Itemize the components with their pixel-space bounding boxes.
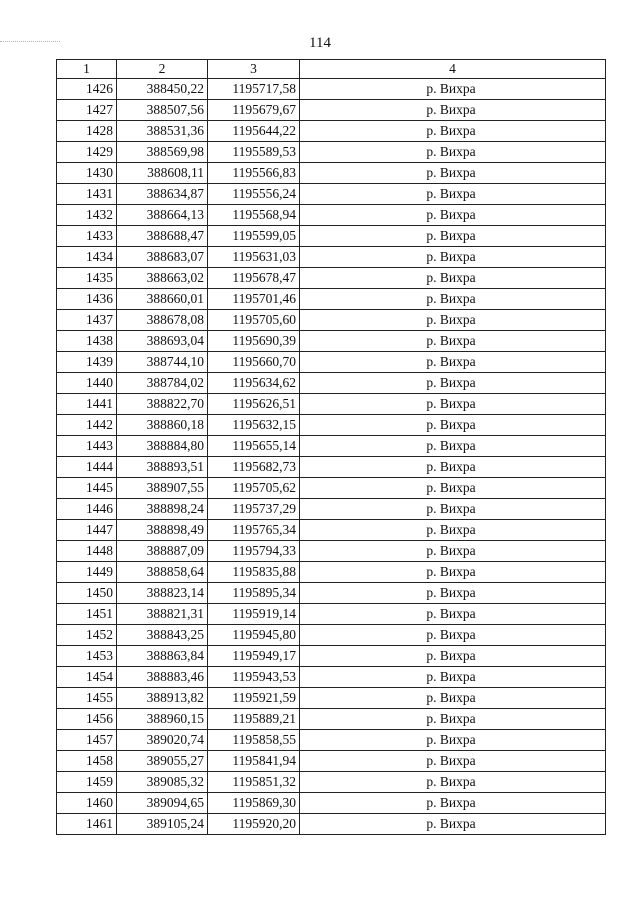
point-number-cell: 1454 xyxy=(57,667,117,688)
y-coordinate-cell: 1195589,53 xyxy=(208,142,300,163)
point-number-cell: 1426 xyxy=(57,79,117,100)
x-coordinate-cell: 388660,01 xyxy=(117,289,208,310)
point-number-cell: 1450 xyxy=(57,583,117,604)
description-cell: р. Вихра xyxy=(300,289,606,310)
table-row xyxy=(57,478,606,499)
description-cell: р. Вихра xyxy=(300,604,606,625)
point-number-cell: 1449 xyxy=(57,562,117,583)
description-cell: р. Вихра xyxy=(300,625,606,646)
y-coordinate-cell: 1195737,29 xyxy=(208,499,300,520)
y-coordinate-cell: 1195794,33 xyxy=(208,541,300,562)
table-row xyxy=(57,79,606,100)
y-coordinate-cell: 1195949,17 xyxy=(208,646,300,667)
table-row xyxy=(57,730,606,751)
x-coordinate-cell: 388822,70 xyxy=(117,394,208,415)
x-coordinate-cell: 388784,02 xyxy=(117,373,208,394)
y-coordinate-cell: 1195841,94 xyxy=(208,751,300,772)
description-cell: р. Вихра xyxy=(300,499,606,520)
x-coordinate-cell: 388608,11 xyxy=(117,163,208,184)
point-number-cell: 1451 xyxy=(57,604,117,625)
x-coordinate-cell: 388884,80 xyxy=(117,436,208,457)
table-row xyxy=(57,331,606,352)
y-coordinate-cell: 1195566,83 xyxy=(208,163,300,184)
point-number-cell: 1438 xyxy=(57,331,117,352)
description-cell: р. Вихра xyxy=(300,688,606,709)
column-header-x: 2 xyxy=(117,60,208,79)
table-body xyxy=(57,79,606,835)
x-coordinate-cell: 389055,27 xyxy=(117,751,208,772)
description-cell: р. Вихра xyxy=(300,415,606,436)
table-row xyxy=(57,247,606,268)
x-coordinate-cell: 388887,09 xyxy=(117,541,208,562)
y-coordinate-cell: 1195705,62 xyxy=(208,478,300,499)
point-number-cell: 1437 xyxy=(57,310,117,331)
y-coordinate-cell: 1195765,34 xyxy=(208,520,300,541)
table-row xyxy=(57,184,606,205)
y-coordinate-cell: 1195660,70 xyxy=(208,352,300,373)
page-number: 114 xyxy=(309,35,331,51)
table-row xyxy=(57,163,606,184)
y-coordinate-cell: 1195679,67 xyxy=(208,100,300,121)
x-coordinate-cell: 388507,56 xyxy=(117,100,208,121)
table-row xyxy=(57,142,606,163)
point-number-cell: 1434 xyxy=(57,247,117,268)
x-coordinate-cell: 388688,47 xyxy=(117,226,208,247)
point-number-cell: 1447 xyxy=(57,520,117,541)
description-cell: р. Вихра xyxy=(300,310,606,331)
description-cell: р. Вихра xyxy=(300,772,606,793)
x-coordinate-cell: 388683,07 xyxy=(117,247,208,268)
y-coordinate-cell: 1195634,62 xyxy=(208,373,300,394)
x-coordinate-cell: 388744,10 xyxy=(117,352,208,373)
description-cell: р. Вихра xyxy=(300,814,606,835)
description-cell: р. Вихра xyxy=(300,520,606,541)
y-coordinate-cell: 1195851,32 xyxy=(208,772,300,793)
point-number-cell: 1433 xyxy=(57,226,117,247)
table-row xyxy=(57,625,606,646)
table-row xyxy=(57,583,606,604)
table-row xyxy=(57,205,606,226)
point-number-cell: 1459 xyxy=(57,772,117,793)
table-row xyxy=(57,100,606,121)
y-coordinate-cell: 1195920,20 xyxy=(208,814,300,835)
description-cell: р. Вихра xyxy=(300,730,606,751)
x-coordinate-cell: 388821,31 xyxy=(117,604,208,625)
y-coordinate-cell: 1195631,03 xyxy=(208,247,300,268)
point-number-cell: 1432 xyxy=(57,205,117,226)
y-coordinate-cell: 1195705,60 xyxy=(208,310,300,331)
table-row xyxy=(57,457,606,478)
table-row xyxy=(57,604,606,625)
description-cell: р. Вихра xyxy=(300,205,606,226)
x-coordinate-cell: 388664,13 xyxy=(117,205,208,226)
y-coordinate-cell: 1195599,05 xyxy=(208,226,300,247)
point-number-cell: 1442 xyxy=(57,415,117,436)
description-cell: р. Вихра xyxy=(300,394,606,415)
description-cell: р. Вихра xyxy=(300,142,606,163)
x-coordinate-cell: 389105,24 xyxy=(117,814,208,835)
x-coordinate-cell: 388823,14 xyxy=(117,583,208,604)
point-number-cell: 1448 xyxy=(57,541,117,562)
y-coordinate-cell: 1195655,14 xyxy=(208,436,300,457)
x-coordinate-cell: 388960,15 xyxy=(117,709,208,730)
y-coordinate-cell: 1195869,30 xyxy=(208,793,300,814)
x-coordinate-cell: 388663,02 xyxy=(117,268,208,289)
table-row xyxy=(57,499,606,520)
y-coordinate-cell: 1195945,80 xyxy=(208,625,300,646)
description-cell: р. Вихра xyxy=(300,79,606,100)
y-coordinate-cell: 1195678,47 xyxy=(208,268,300,289)
y-coordinate-cell: 1195626,51 xyxy=(208,394,300,415)
table-row xyxy=(57,541,606,562)
table-row xyxy=(57,688,606,709)
description-cell: р. Вихра xyxy=(300,163,606,184)
point-number-cell: 1427 xyxy=(57,100,117,121)
x-coordinate-cell: 388863,84 xyxy=(117,646,208,667)
description-cell: р. Вихра xyxy=(300,709,606,730)
y-coordinate-cell: 1195682,73 xyxy=(208,457,300,478)
description-cell: р. Вихра xyxy=(300,793,606,814)
point-number-cell: 1460 xyxy=(57,793,117,814)
point-number-cell: 1457 xyxy=(57,730,117,751)
description-cell: р. Вихра xyxy=(300,226,606,247)
point-number-cell: 1435 xyxy=(57,268,117,289)
point-number-cell: 1430 xyxy=(57,163,117,184)
y-coordinate-cell: 1195690,39 xyxy=(208,331,300,352)
point-number-cell: 1439 xyxy=(57,352,117,373)
x-coordinate-cell: 389094,65 xyxy=(117,793,208,814)
point-number-cell: 1429 xyxy=(57,142,117,163)
y-coordinate-cell: 1195858,55 xyxy=(208,730,300,751)
table-row xyxy=(57,751,606,772)
x-coordinate-cell: 388531,36 xyxy=(117,121,208,142)
description-cell: р. Вихра xyxy=(300,457,606,478)
table-row xyxy=(57,520,606,541)
y-coordinate-cell: 1195556,24 xyxy=(208,184,300,205)
point-number-cell: 1458 xyxy=(57,751,117,772)
description-cell: р. Вихра xyxy=(300,268,606,289)
x-coordinate-cell: 388907,55 xyxy=(117,478,208,499)
y-coordinate-cell: 1195701,46 xyxy=(208,289,300,310)
y-coordinate-cell: 1195889,21 xyxy=(208,709,300,730)
description-cell: р. Вихра xyxy=(300,562,606,583)
point-number-cell: 1445 xyxy=(57,478,117,499)
y-coordinate-cell: 1195835,88 xyxy=(208,562,300,583)
description-cell: р. Вихра xyxy=(300,373,606,394)
table-row xyxy=(57,373,606,394)
x-coordinate-cell: 388898,24 xyxy=(117,499,208,520)
table-row xyxy=(57,667,606,688)
point-number-cell: 1455 xyxy=(57,688,117,709)
x-coordinate-cell: 389020,74 xyxy=(117,730,208,751)
table-row xyxy=(57,415,606,436)
table-header-row xyxy=(57,60,606,79)
y-coordinate-cell: 1195632,15 xyxy=(208,415,300,436)
point-number-cell: 1431 xyxy=(57,184,117,205)
y-coordinate-cell: 1195644,22 xyxy=(208,121,300,142)
point-number-cell: 1436 xyxy=(57,289,117,310)
table-row xyxy=(57,394,606,415)
table-row xyxy=(57,289,606,310)
y-coordinate-cell: 1195943,53 xyxy=(208,667,300,688)
description-cell: р. Вихра xyxy=(300,646,606,667)
coordinates-table xyxy=(56,59,606,835)
table-row xyxy=(57,226,606,247)
table-row xyxy=(57,436,606,457)
description-cell: р. Вихра xyxy=(300,331,606,352)
x-coordinate-cell: 388898,49 xyxy=(117,520,208,541)
y-coordinate-cell: 1195921,59 xyxy=(208,688,300,709)
x-coordinate-cell: 388450,22 xyxy=(117,79,208,100)
table-row xyxy=(57,310,606,331)
description-cell: р. Вихра xyxy=(300,478,606,499)
x-coordinate-cell: 388678,08 xyxy=(117,310,208,331)
point-number-cell: 1452 xyxy=(57,625,117,646)
point-number-cell: 1456 xyxy=(57,709,117,730)
y-coordinate-cell: 1195895,34 xyxy=(208,583,300,604)
x-coordinate-cell: 388883,46 xyxy=(117,667,208,688)
y-coordinate-cell: 1195568,94 xyxy=(208,205,300,226)
point-number-cell: 1444 xyxy=(57,457,117,478)
point-number-cell: 1428 xyxy=(57,121,117,142)
column-header-description: 4 xyxy=(300,60,606,79)
table-row xyxy=(57,352,606,373)
description-cell: р. Вихра xyxy=(300,352,606,373)
x-coordinate-cell: 388569,98 xyxy=(117,142,208,163)
description-cell: р. Вихра xyxy=(300,751,606,772)
description-cell: р. Вихра xyxy=(300,121,606,142)
table-row xyxy=(57,709,606,730)
point-number-cell: 1453 xyxy=(57,646,117,667)
column-header-y: 3 xyxy=(208,60,300,79)
table-row xyxy=(57,646,606,667)
point-number-cell: 1441 xyxy=(57,394,117,415)
x-coordinate-cell: 388913,82 xyxy=(117,688,208,709)
table-row xyxy=(57,772,606,793)
description-cell: р. Вихра xyxy=(300,184,606,205)
point-number-cell: 1443 xyxy=(57,436,117,457)
y-coordinate-cell: 1195717,58 xyxy=(208,79,300,100)
table-row xyxy=(57,562,606,583)
table-row xyxy=(57,814,606,835)
x-coordinate-cell: 388693,04 xyxy=(117,331,208,352)
x-coordinate-cell: 389085,32 xyxy=(117,772,208,793)
table-row xyxy=(57,793,606,814)
x-coordinate-cell: 388634,87 xyxy=(117,184,208,205)
table-row xyxy=(57,268,606,289)
description-cell: р. Вихра xyxy=(300,583,606,604)
x-coordinate-cell: 388893,51 xyxy=(117,457,208,478)
point-number-cell: 1461 xyxy=(57,814,117,835)
description-cell: р. Вихра xyxy=(300,247,606,268)
column-header-number: 1 xyxy=(57,60,117,79)
description-cell: р. Вихра xyxy=(300,100,606,121)
table-row xyxy=(57,121,606,142)
description-cell: р. Вихра xyxy=(300,541,606,562)
x-coordinate-cell: 388843,25 xyxy=(117,625,208,646)
point-number-cell: 1446 xyxy=(57,499,117,520)
point-number-cell: 1440 xyxy=(57,373,117,394)
description-cell: р. Вихра xyxy=(300,667,606,688)
y-coordinate-cell: 1195919,14 xyxy=(208,604,300,625)
x-coordinate-cell: 388860,18 xyxy=(117,415,208,436)
x-coordinate-cell: 388858,64 xyxy=(117,562,208,583)
description-cell: р. Вихра xyxy=(300,436,606,457)
